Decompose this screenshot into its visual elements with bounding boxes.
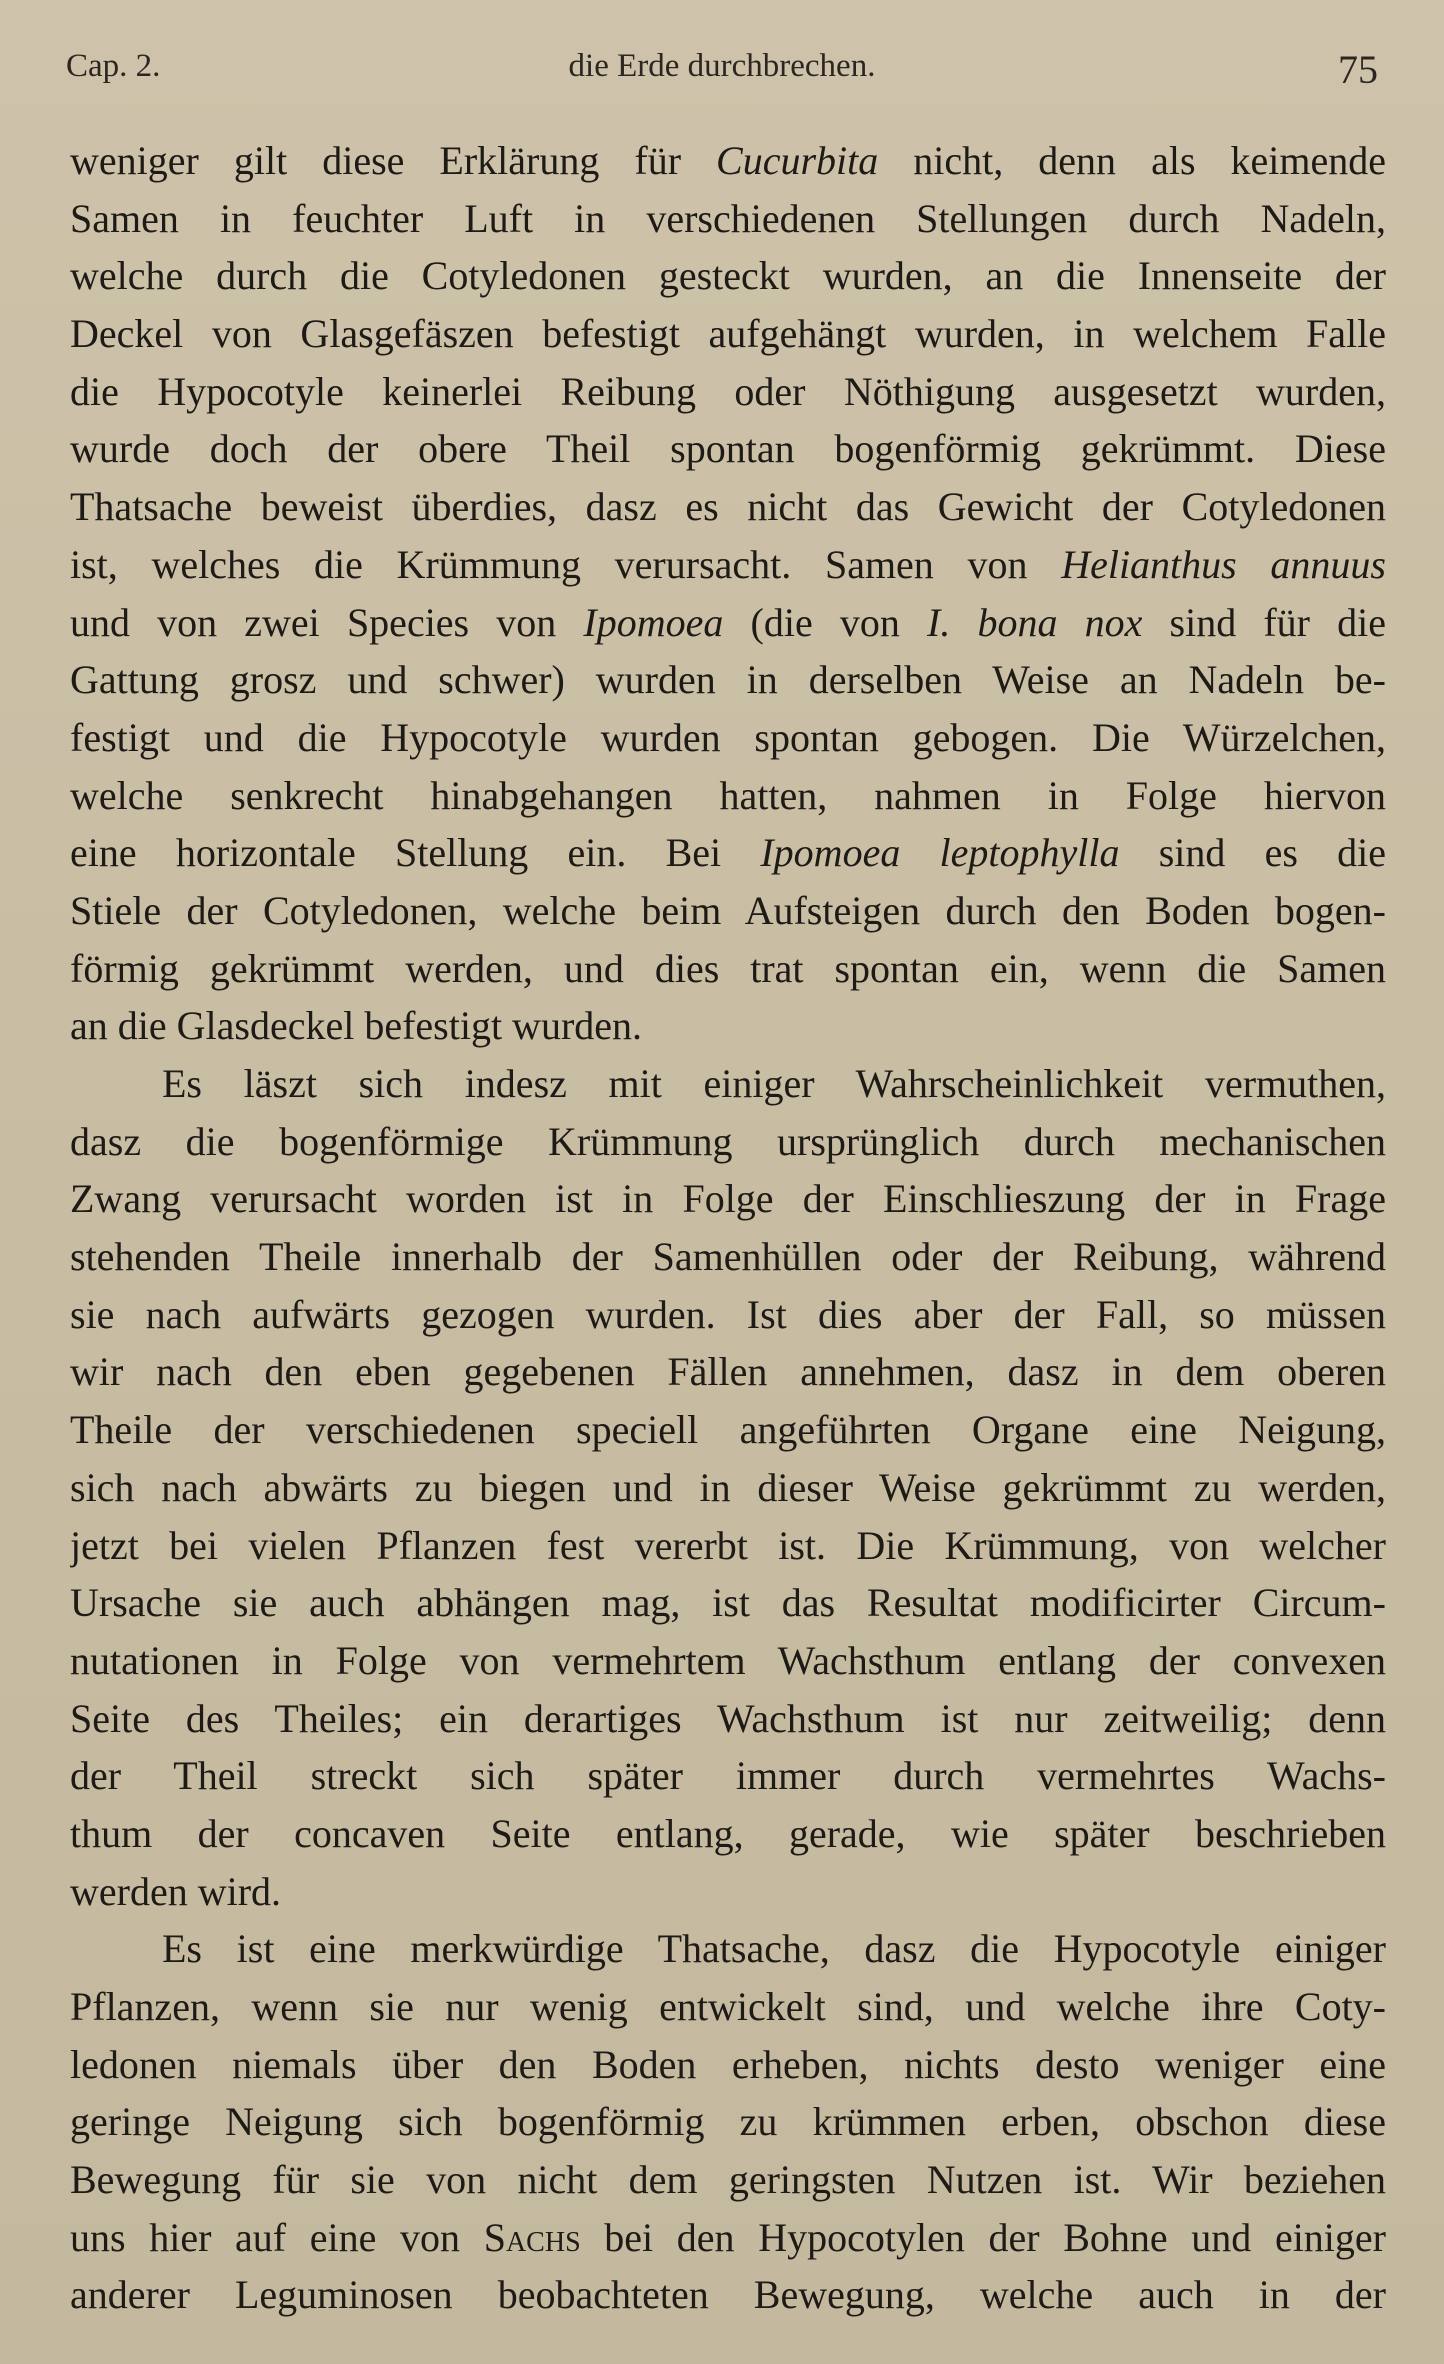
text-run: ledonen niemals über den Boden erheben, nichts desto weniger eine	[70, 2041, 1386, 2087]
text-run: dasz die bogenförmige Krümmung ursprünglich durch mechanischen	[70, 1118, 1386, 1164]
text-line	[70, 1632, 1386, 1690]
italic-term: Cucurbita	[716, 138, 879, 183]
text-run: wir nach den eben gegebenen Fällen annehmen, dasz in dem oberen	[70, 1349, 1386, 1395]
text-line	[70, 651, 1386, 709]
italic-term: Ipomoea leptophylla	[760, 830, 1120, 876]
text-run: werden wird.	[70, 1868, 282, 1914]
text-line	[70, 1113, 1386, 1171]
running-header	[66, 40, 1378, 100]
text-line	[70, 1517, 1386, 1575]
text-line	[70, 940, 1386, 998]
text-line	[70, 2151, 1386, 2209]
text-line	[70, 1690, 1386, 1748]
text-line	[70, 190, 1386, 248]
author-name: Sachs	[483, 2214, 581, 2260]
text-run: nutationen in Folge von vermehrtem Wachsthum entlang der convexen	[70, 1637, 1386, 1683]
text-line	[70, 478, 1386, 536]
text-run: Stiele der Cotyledonen, welche beim Aufsteigen durch den Boden bogen-	[70, 887, 1386, 933]
text-run: sind für die	[1142, 599, 1386, 645]
text-run: Gattung grosz und schwer) wurden in derselben Weise an Nadeln be-	[70, 657, 1386, 703]
text-run: Ursache sie auch abhängen mag, ist das Resultat modificirter Circum-	[70, 1580, 1386, 1626]
text-line	[70, 1747, 1386, 1805]
text-line	[70, 1574, 1386, 1632]
text-line	[70, 305, 1386, 363]
text-run: Seite des Theiles; ein derartiges Wachsthum ist nur zeitweilig; denn	[70, 1695, 1386, 1741]
text-run: Es ist eine merkwürdige Thatsache, dasz die Hypocotyle einiger	[162, 1926, 1386, 1972]
text-run: Thatsache beweist überdies, dasz es nicht das Gewicht der Cotyledonen	[70, 484, 1386, 530]
text-line	[70, 2093, 1386, 2151]
text-run: Samen in feuchter Luft in verschiedenen Stellungen durch Nadeln,	[70, 195, 1386, 241]
text-line	[70, 1920, 1386, 1978]
text-run: bei den Hypocotylen der Bohne und einiger	[580, 2214, 1386, 2260]
text-run: (die von	[723, 599, 928, 645]
text-line	[70, 536, 1386, 594]
page-number: 75	[1338, 47, 1378, 92]
text-run: stehenden Theile innerhalb der Samenhüllen oder der Reibung, während	[70, 1234, 1386, 1280]
text-run: thum der concaven Seite entlang, gerade, wie später beschrieben	[70, 1810, 1386, 1856]
text-line	[70, 1401, 1386, 1459]
italic-term: Helianthus annuus	[1061, 541, 1386, 587]
text-line	[70, 1228, 1386, 1286]
text-line	[70, 1459, 1386, 1517]
running-title: die Erde durchbrechen.	[568, 48, 876, 84]
text-line	[70, 882, 1386, 940]
text-run: geringe Neigung sich bogenförmig zu krümmen erben, obschon diese	[70, 2099, 1386, 2145]
text-run: ist, welches die Krümmung verursacht. Samen von	[70, 541, 1062, 587]
text-run: Bewegung für sie von nicht dem geringsten Nutzen ist. Wir beziehen	[70, 2157, 1386, 2203]
text-line	[70, 767, 1386, 825]
text-line	[70, 709, 1386, 767]
text-run: weniger gilt diese Erklärung für	[70, 138, 717, 183]
text-line	[70, 1805, 1386, 1863]
italic-term: I. bona nox	[927, 599, 1143, 645]
text-line	[70, 2209, 1386, 2267]
text-run: Es läszt sich indesz mit einiger Wahrscheinlichkeit vermuthen,	[162, 1061, 1386, 1106]
text-line	[70, 363, 1386, 421]
text-run: anderer Leguminosen beobachteten Bewegung, welche auch in der	[70, 2272, 1386, 2318]
text-line	[70, 1978, 1386, 2036]
body-text	[70, 132, 1386, 2324]
text-run: an die Glasdeckel befestigt wurden.	[70, 1003, 643, 1049]
text-run: Deckel von Glasgefäszen befestigt aufgehängt wurden, in welchem Falle	[70, 311, 1386, 357]
text-run: welche durch die Cotyledonen gesteckt wurden, an die Innenseite der	[70, 253, 1386, 299]
text-run: Zwang verursacht worden ist in Folge der Einschlieszung der in Frage	[70, 1176, 1386, 1222]
text-line	[70, 2266, 1386, 2324]
text-run: förmig gekrümmt werden, und dies trat spontan ein, wenn die Samen	[70, 945, 1386, 991]
text-line	[70, 420, 1386, 478]
text-run: sind es die	[1119, 830, 1386, 876]
text-run: festigt und die Hypocotyle wurden spontan gebogen. Die Würzelchen,	[70, 714, 1386, 760]
text-run: welche senkrecht hinabgehangen hatten, nahmen in Folge hiervon	[70, 772, 1386, 818]
text-line	[70, 1343, 1386, 1401]
text-run: eine horizontale Stellung ein. Bei	[70, 830, 761, 876]
text-line	[70, 2036, 1386, 2094]
text-line	[70, 997, 1386, 1055]
chapter-label: Cap. 2.	[66, 48, 161, 84]
text-line	[70, 132, 1386, 190]
text-run: Theile der verschiedenen speciell angeführten Organe eine Neigung,	[70, 1407, 1386, 1453]
text-line	[70, 1170, 1386, 1228]
text-run: wurde doch der obere Theil spontan bogenförmig gekrümmt. Diese	[70, 426, 1386, 472]
text-run: der Theil streckt sich später immer durch vermehrtes Wachs-	[70, 1753, 1386, 1799]
italic-term: Ipomoea	[583, 599, 724, 645]
text-run: uns hier auf eine von	[70, 2214, 484, 2260]
text-run: jetzt bei vielen Pflanzen fest vererbt ist. Die Krümmung, von welcher	[70, 1522, 1386, 1568]
text-line	[70, 1055, 1386, 1113]
text-line	[70, 594, 1386, 652]
text-run: nicht, denn als keimende	[878, 138, 1386, 183]
text-line	[70, 1863, 1386, 1921]
text-run: sie nach aufwärts gezogen wurden. Ist dies aber der Fall, so müssen	[70, 1291, 1386, 1337]
text-line	[70, 824, 1386, 882]
text-line	[70, 247, 1386, 305]
text-line	[70, 1286, 1386, 1344]
text-run: sich nach abwärts zu biegen und in dieser Weise gekrümmt zu werden,	[70, 1464, 1386, 1510]
text-run: die Hypocotyle keinerlei Reibung oder Nöthigung ausgesetzt wurden,	[70, 368, 1386, 414]
text-run: Pflanzen, wenn sie nur wenig entwickelt sind, und welche ihre Coty-	[70, 1984, 1386, 2029]
text-run: und von zwei Species von	[70, 599, 584, 645]
